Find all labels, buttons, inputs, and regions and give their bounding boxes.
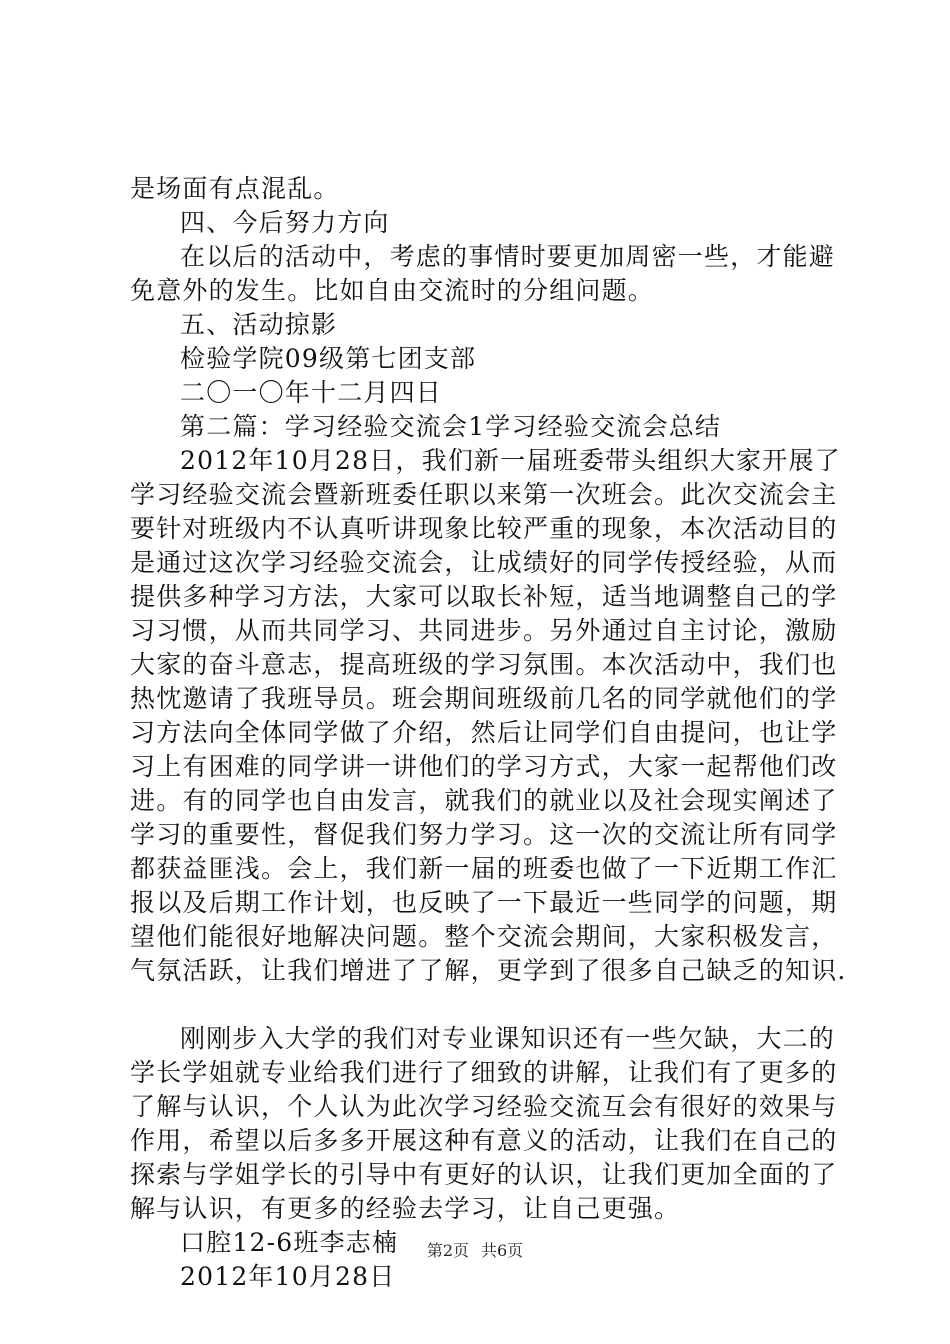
section-heading: 五、活动掠影 [180,310,338,339]
text-line: 习上有困难的同学讲一讲他们的学习方式，大家一起帮他们改 [130,752,838,781]
page-number: 第2页 [426,1241,469,1260]
text-line: 免意外的发生。比如自由交流时的分组问题。 [130,276,655,305]
text-line: 学长学姐就专业给我们进行了细致的讲解，让我们有了更多的 [130,1058,838,1087]
author-date: 2012年10月28日 [180,1262,396,1291]
text-line: 报以及后期工作计划，也反映了一下最近一些同学的问题，期 [130,888,838,917]
page-footer [0,1240,950,1262]
document-body [130,172,847,1294]
text-line: 学习的重要性，督促我们努力学习。这一次的交流让所有同学 [130,820,838,849]
text-line: 作用，希望以后多多开展这种有意义的活动，让我们在自己的 [130,1126,838,1155]
text-line: 进。有的同学也自由发言，就我们的就业以及社会现实阐述了 [130,786,838,815]
article-title: 第二篇：学习经验交流会1学习经验交流会总结 [180,412,722,441]
text-line: 都获益匪浅。会上，我们新一届的班委也做了一下近期工作汇 [130,854,838,883]
text-line: 是通过这次学习经验交流会，让成绩好的同学传授经验，从而 [130,548,838,577]
signature-date: 二〇一〇年十二月四日 [180,378,443,407]
text-line: 要针对班级内不认真听讲现象比较严重的现象，本次活动目的 [130,514,838,543]
section-heading: 四、今后努力方向 [180,208,390,237]
text-line: 2012年10月28日，我们新一届班委带头组织大家开展了 [180,446,841,475]
text-line: 探索与学姐学长的引导中有更好的认识，让我们更加全面的了 [130,1160,838,1189]
text-line: 望他们能很好地解决问题。整个交流会期间，大家积极发言， [130,922,838,951]
text-line: 习习惯，从而共同学习、共同进步。另外通过自主讨论，激励 [130,616,838,645]
text-line: 解与认识，有更多的经验去学习，让自己更强。 [130,1194,681,1223]
signature-org: 检验学院09级第七团支部 [180,344,477,373]
paragraph-gap [130,988,830,1022]
text-line: 了解与认识，个人认为此次学习经验交流互会有很好的效果与 [130,1092,838,1121]
text-line: 学习经验交流会暨新班委任职以来第一次班会。此次交流会主 [130,480,838,509]
text-line: 热忱邀请了我班导员。班会期间班级前几名的同学就他们的学 [130,684,838,713]
text-line: 提供多种学习方法，大家可以取长补短，适当地调整自己的学 [130,582,838,611]
author-signature: 口腔12-6班李志楠 [180,1228,399,1257]
text-line: 大家的奋斗意志，提高班级的学习氛围。本次活动中，我们也 [130,650,838,679]
text-line: 在以后的活动中，考虑的事情时要更加周密一些，才能避 [180,242,836,271]
page-total: 共6页 [481,1241,524,1260]
text-line: 刚刚步入大学的我们对专业课知识还有一些欠缺，大二的 [180,1024,836,1053]
text-line: 气氛活跃，让我们增进了了解，更学到了很多自己缺乏的知识. [130,956,847,985]
text-line: 是场面有点混乱。 [130,174,340,203]
text-line: 习方法向全体同学做了介绍，然后让同学们自由提问，也让学 [130,718,838,747]
